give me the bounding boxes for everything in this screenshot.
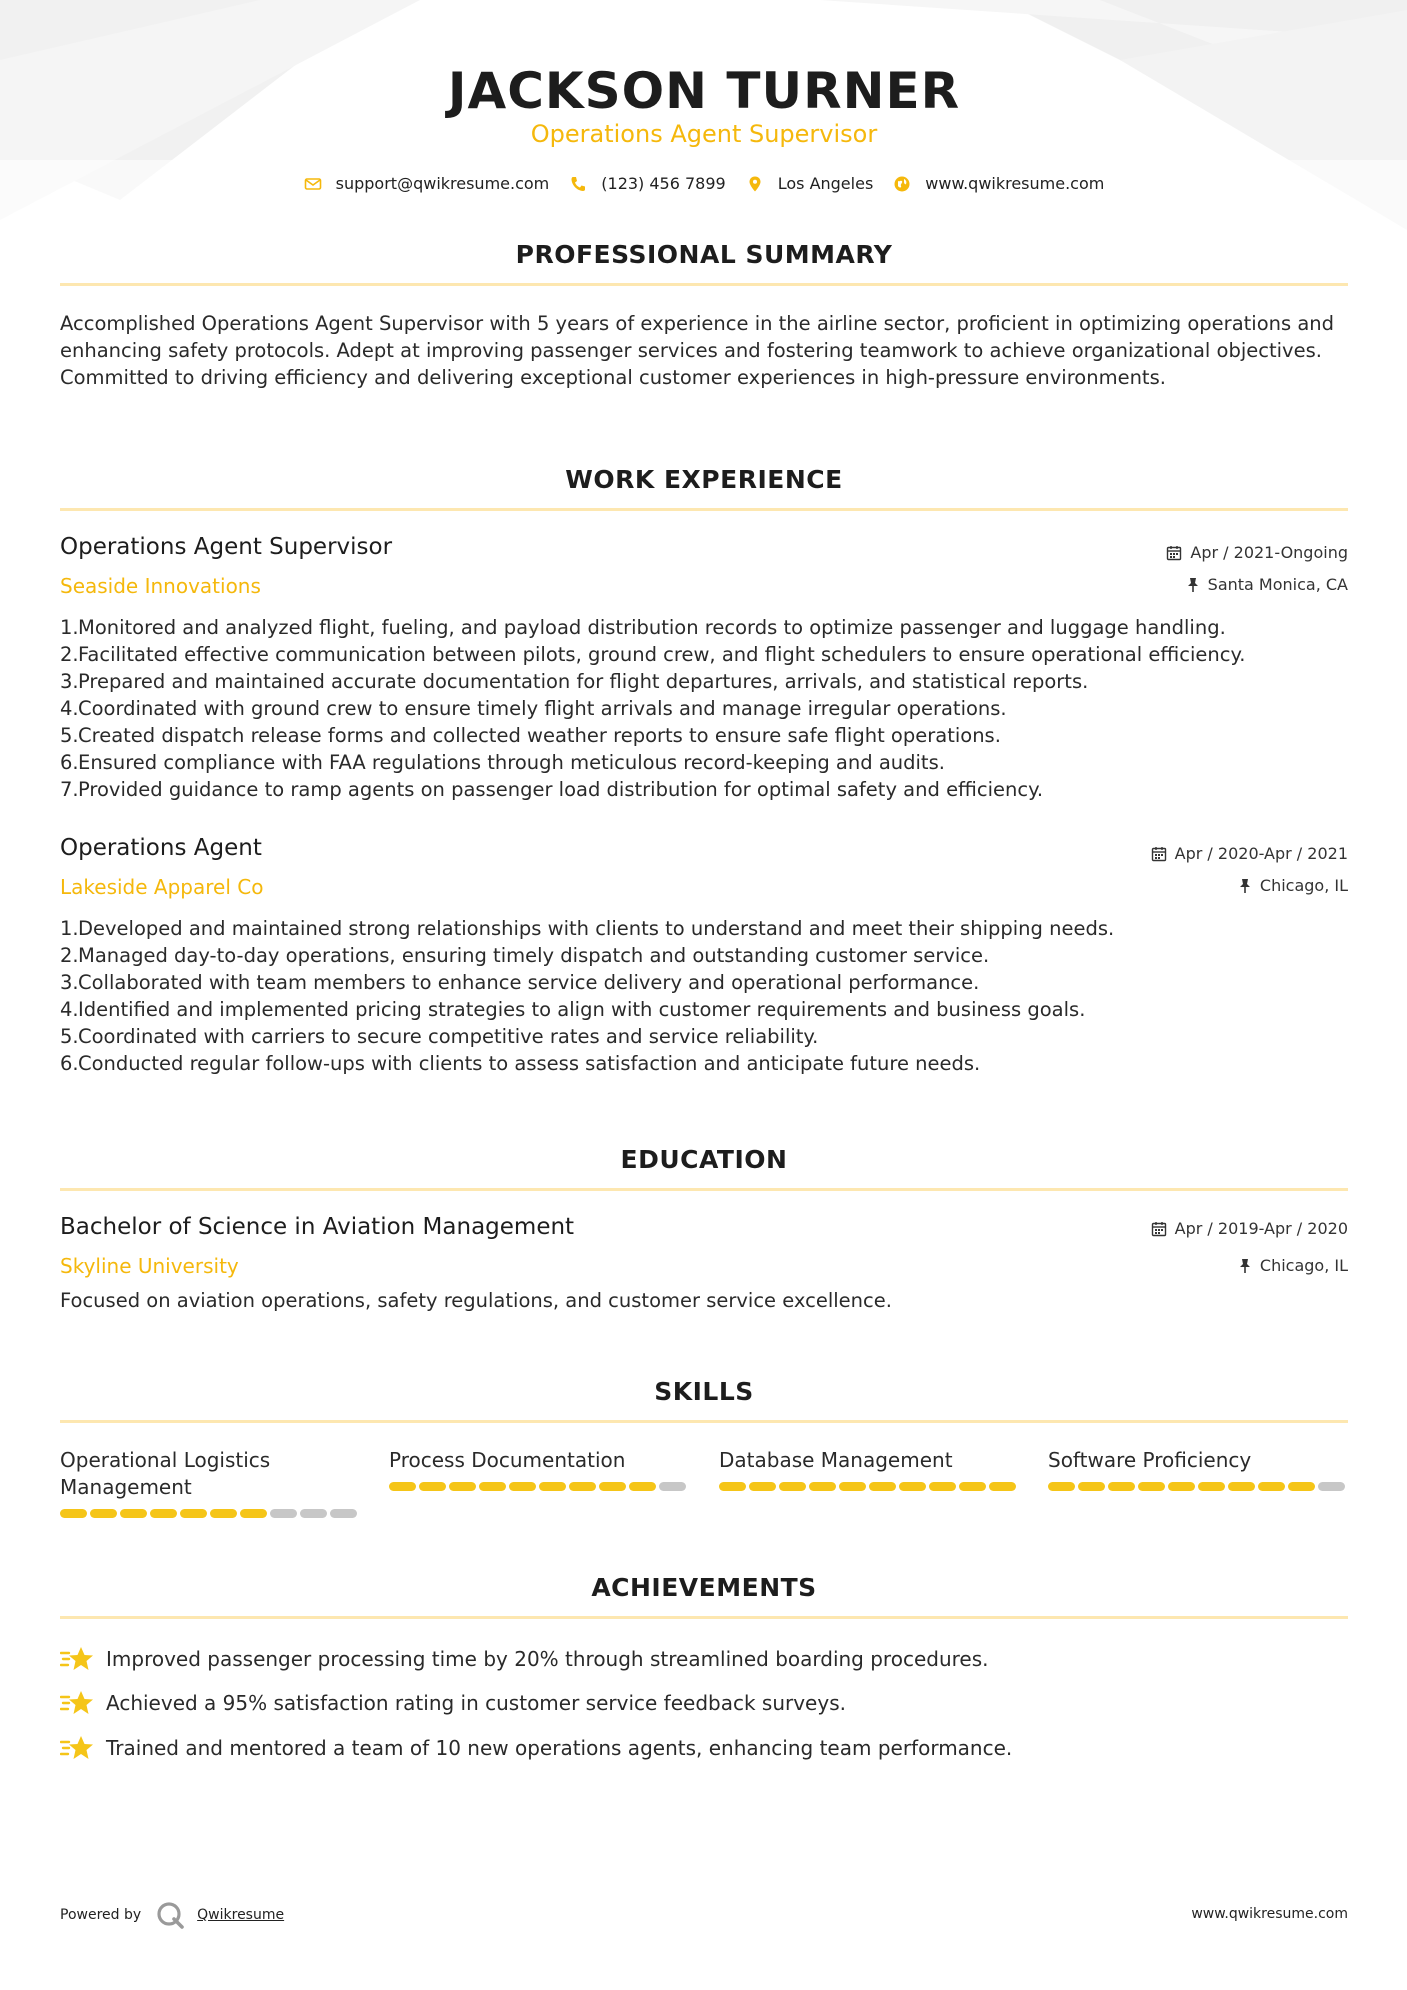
skill-rating — [719, 1482, 1019, 1491]
rating-dot-filled — [839, 1482, 866, 1491]
contact-phone[interactable] — [569, 174, 725, 193]
rating-dot-filled — [1258, 1482, 1285, 1491]
rating-dot-filled — [120, 1509, 147, 1518]
experience-heading: WORK EXPERIENCE — [565, 465, 843, 494]
footer-powered-by — [60, 1900, 284, 1930]
education-dates-text: Apr / 2019-Apr / 2020 — [1174, 1219, 1348, 1238]
bullet-text: Developed and maintained strong relationships with clients to understand and meet their shipping needs. — [78, 917, 1115, 940]
candidate-name: JACKSON TURNER — [447, 62, 961, 120]
rating-dot-empty — [659, 1482, 686, 1491]
list-item: 6. Conducted regular follow-ups with clients to assess satisfaction and anticipate future needs. — [60, 1052, 981, 1075]
job-bullets — [60, 614, 1348, 803]
achievement-text: Trained and mentored a team of 10 new operations agents, enhancing team performance. — [106, 1736, 1013, 1760]
globe-icon — [893, 175, 911, 193]
education-location-text: Chicago, IL — [1259, 1256, 1348, 1275]
rating-dot-filled — [240, 1509, 267, 1518]
rating-dot-filled — [1078, 1482, 1105, 1491]
bullet-text: Conducted regular follow-ups with clients to assess satisfaction and anticipate future needs. — [78, 1052, 981, 1075]
skill-label: Database Management — [719, 1448, 953, 1472]
rating-dot-filled — [719, 1482, 746, 1491]
calendar-icon — [1151, 1221, 1167, 1237]
list-item: 5. Created dispatch release forms and collected weather reports to ensure safe flight operations. — [60, 724, 1001, 747]
job-location — [1186, 575, 1348, 594]
bullet-text: Monitored and analyzed flight, fueling, and payload distribution records to optimize passenger and luggage handling. — [78, 616, 1226, 639]
rating-dot-filled — [629, 1482, 656, 1491]
rating-dot-filled — [479, 1482, 506, 1491]
map-pin-icon — [746, 175, 764, 193]
rating-dot-filled — [1198, 1482, 1225, 1491]
rating-dot-filled — [90, 1509, 117, 1518]
star-icon — [60, 1689, 94, 1717]
education-heading: EDUCATION — [620, 1145, 788, 1174]
rating-dot-filled — [749, 1482, 776, 1491]
qwikresume-logo-icon — [155, 1900, 185, 1930]
contact-bar — [60, 174, 1348, 193]
candidate-role: Operations Agent Supervisor — [530, 120, 878, 148]
rating-dot-filled — [539, 1482, 566, 1491]
achievements-heading: ACHIEVEMENTS — [591, 1573, 817, 1602]
rating-dot-filled — [599, 1482, 626, 1491]
job-location-text: Chicago, IL — [1259, 876, 1348, 895]
rating-dot-filled — [779, 1482, 806, 1491]
calendar-icon — [1151, 846, 1167, 862]
rating-dot-filled — [389, 1482, 416, 1491]
skill-rating — [60, 1509, 360, 1518]
rating-dot-empty — [270, 1509, 297, 1518]
skill-label: Operational Logistics Management — [60, 1448, 271, 1499]
job-title: Operations Agent Supervisor — [60, 534, 393, 560]
bullet-text: Coordinated with carriers to secure competitive rates and service reliability. — [78, 1025, 819, 1048]
powered-by-label: Powered by — [60, 1907, 142, 1923]
rating-dot-filled — [1288, 1482, 1315, 1491]
pushpin-icon — [1238, 1258, 1252, 1274]
rating-dot-filled — [210, 1509, 237, 1518]
list-item: 1. Developed and maintained strong relationships with clients to understand and meet their shipping needs. — [60, 917, 1115, 940]
job-company: Seaside Innovations — [60, 574, 261, 598]
bullet-text: Prepared and maintained accurate documentation for flight departures, arrivals, and statistical reports. — [78, 670, 1089, 693]
list-item: 5. Coordinated with carriers to secure competitive rates and service reliability. — [60, 1025, 819, 1048]
star-icon — [60, 1734, 94, 1762]
list-item: 3. Prepared and maintained accurate documentation for flight departures, arrivals, and statistical reports. — [60, 670, 1089, 693]
bullet-text: Provided guidance to ramp agents on passenger load distribution for optimal safety and efficiency. — [78, 778, 1044, 801]
skill-item — [389, 1447, 689, 1491]
bullet-text: Ensured compliance with FAA regulations through meticulous record-keeping and audits. — [78, 751, 945, 774]
qwikresume-link[interactable]: Qwikresume — [197, 1907, 285, 1923]
list-item: 4. Identified and implemented pricing strategies to align with customer requirements and business goals. — [60, 998, 1086, 1021]
job-dates — [1151, 844, 1348, 863]
rating-dot-empty — [1318, 1482, 1345, 1491]
pushpin-icon — [1238, 878, 1252, 894]
rating-dot-filled — [869, 1482, 896, 1491]
bullet-text: Coordinated with ground crew to ensure timely flight arrivals and manage irregular operations. — [78, 697, 1007, 720]
rating-dot-filled — [60, 1509, 87, 1518]
list-item: 1. Monitored and analyzed flight, fueling, and payload distribution records to optimize passenger and luggage handling. — [60, 616, 1226, 639]
achievement-text: Achieved a 95% satisfaction rating in customer service feedback surveys. — [106, 1691, 846, 1715]
rating-dot-filled — [1108, 1482, 1135, 1491]
footer-website[interactable]: www.qwikresume.com — [1191, 1906, 1348, 1922]
rating-dot-filled — [419, 1482, 446, 1491]
rating-dot-filled — [1228, 1482, 1255, 1491]
skill-rating — [389, 1482, 689, 1491]
summary-divider — [60, 283, 1348, 286]
education-dates — [1151, 1219, 1348, 1238]
summary-text: Accomplished Operations Agent Supervisor with 5 years of experience in the airline sector, proficient in optimizing operations and enhancing safety protocols. Adept at improving passenger services and fostering teamwork to achieve organizational objectives. Committed to driving efficiency and delivering exceptional customer experiences in high-pressure environments. — [60, 312, 1335, 389]
job-location — [1238, 876, 1348, 895]
education-location — [1238, 1256, 1348, 1275]
list-item: 3. Collaborated with team members to enhance service delivery and operational performance. — [60, 971, 980, 994]
list-item: 4. Coordinated with ground crew to ensure timely flight arrivals and manage irregular operations. — [60, 697, 1007, 720]
contact-website[interactable] — [893, 174, 1104, 193]
bullet-text: Facilitated effective communication between pilots, ground crew, and flight schedulers to ensure operational efficiency. — [78, 643, 1246, 666]
achievement-text: Improved passenger processing time by 20% through streamlined boarding procedures. — [106, 1647, 989, 1671]
job-company: Lakeside Apparel Co — [60, 875, 264, 899]
rating-dot-empty — [300, 1509, 327, 1518]
rating-dot-filled — [1138, 1482, 1165, 1491]
list-item: 7. Provided guidance to ramp agents on passenger load distribution for optimal safety and efficiency. — [60, 778, 1044, 801]
rating-dot-filled — [989, 1482, 1016, 1491]
rating-dot-empty — [330, 1509, 357, 1518]
education-description: Focused on aviation operations, safety regulations, and customer service excellence. — [60, 1289, 892, 1312]
rating-dot-filled — [569, 1482, 596, 1491]
skill-label: Software Proficiency — [1048, 1448, 1252, 1472]
rating-dot-filled — [509, 1482, 536, 1491]
job-dates — [1166, 543, 1348, 562]
achievements-divider — [60, 1616, 1348, 1619]
list-item: 2. Managed day-to-day operations, ensuring timely dispatch and outstanding customer service. — [60, 944, 990, 967]
phone-icon — [569, 175, 587, 193]
list-item: 2. Facilitated effective communication between pilots, ground crew, and flight schedulers to ensure operational efficiency. — [60, 643, 1246, 666]
education-divider — [60, 1188, 1348, 1191]
skills-divider — [60, 1420, 1348, 1423]
contact-location-text: Los Angeles — [777, 174, 874, 193]
achievement-item — [60, 1645, 989, 1673]
skills-heading: SKILLS — [654, 1377, 754, 1406]
bullet-text: Created dispatch release forms and collected weather reports to ensure safe flight operations. — [78, 724, 1001, 747]
contact-location — [746, 174, 874, 193]
job-dates-text: Apr / 2021-Ongoing — [1190, 543, 1348, 562]
rating-dot-filled — [929, 1482, 956, 1491]
job-location-text: Santa Monica, CA — [1207, 575, 1348, 594]
bullet-text: Identified and implemented pricing strategies to align with customer requirements and business goals. — [78, 998, 1086, 1021]
rating-dot-filled — [150, 1509, 177, 1518]
rating-dot-filled — [959, 1482, 986, 1491]
contact-email-text: support@qwikresume.com — [335, 174, 550, 193]
contact-email[interactable] — [304, 174, 550, 193]
school-name: Skyline University — [60, 1254, 239, 1278]
skill-item — [1048, 1447, 1348, 1491]
envelope-icon — [304, 175, 322, 193]
contact-phone-text: (123) 456 7899 — [601, 174, 726, 193]
list-item: 6. Ensured compliance with FAA regulations through meticulous record-keeping and audits. — [60, 751, 945, 774]
degree-title: Bachelor of Science in Aviation Management — [60, 1214, 575, 1240]
rating-dot-filled — [809, 1482, 836, 1491]
achievement-item — [60, 1689, 846, 1717]
skill-rating — [1048, 1482, 1348, 1491]
skill-item — [719, 1447, 1019, 1491]
summary-heading: PROFESSIONAL SUMMARY — [515, 240, 893, 269]
job-dates-text: Apr / 2020-Apr / 2021 — [1174, 844, 1348, 863]
bullet-text: Collaborated with team members to enhance service delivery and operational performance. — [78, 971, 980, 994]
job-title: Operations Agent — [60, 835, 262, 861]
rating-dot-filled — [449, 1482, 476, 1491]
pushpin-icon — [1186, 577, 1200, 593]
skill-item — [60, 1447, 360, 1518]
rating-dot-filled — [899, 1482, 926, 1491]
skill-label: Process Documentation — [389, 1448, 626, 1472]
star-icon — [60, 1645, 94, 1673]
job-bullets — [60, 915, 1348, 1077]
achievement-item — [60, 1734, 1012, 1762]
experience-divider — [60, 508, 1348, 511]
calendar-icon — [1166, 545, 1182, 561]
rating-dot-filled — [1048, 1482, 1075, 1491]
bullet-text: Managed day-to-day operations, ensuring timely dispatch and outstanding customer service. — [78, 944, 990, 967]
contact-website-text: www.qwikresume.com — [925, 174, 1105, 193]
rating-dot-filled — [1168, 1482, 1195, 1491]
rating-dot-filled — [180, 1509, 207, 1518]
